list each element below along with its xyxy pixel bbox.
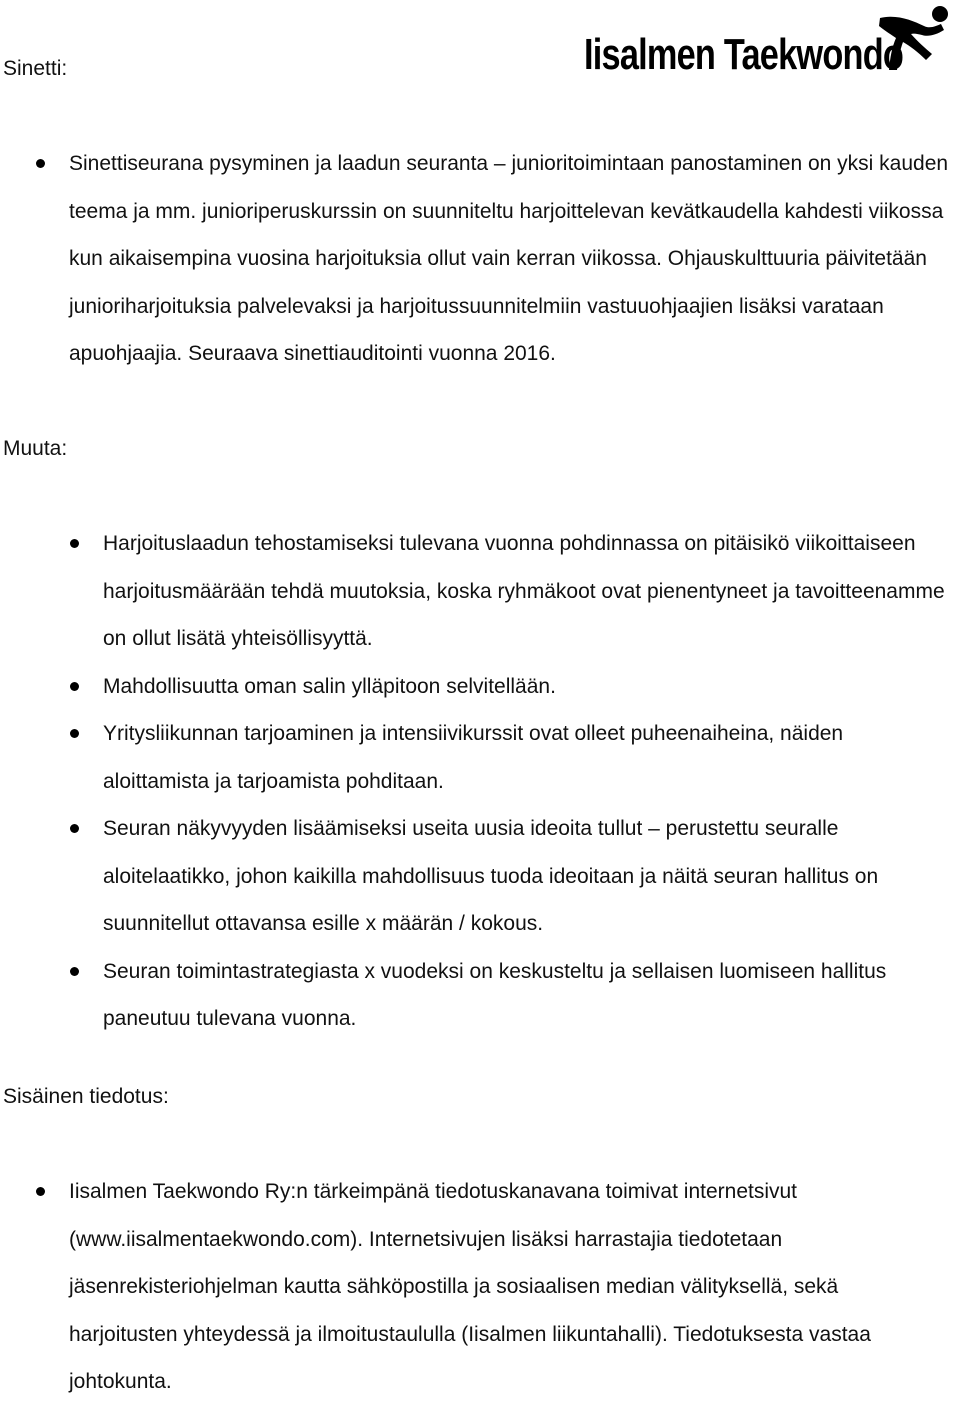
section-title-sinetti: Sinetti: <box>3 57 68 80</box>
bullet-icon <box>70 824 79 833</box>
list-item-text: Iisalmen Taekwondo Ry:n tärkeimpänä tiedotuskanavana toimivat internetsivut (www.iisalmentaekwondo.com). Internetsivujen lisäksi harrastajia tiedotetaan jäsenrekisteriohjelman kautta sähköpostilla ja sosiaalisen median välityksellä, sekä harjoitusten yhteydessä ja ilmoitustaululla (Iisalmen liikuntahalli). Tiedotuksesta vastaa johtokunta. <box>69 1180 871 1393</box>
list-item-text: Mahdollisuutta oman salin ylläpitoon selvitellään. <box>103 674 556 698</box>
list-item <box>69 140 949 378</box>
bullet-icon <box>70 682 79 691</box>
list-item <box>69 1168 949 1406</box>
logo-text: Iisalmen Taekwondo <box>584 30 904 79</box>
bullet-icon <box>36 1187 45 1196</box>
list-item <box>103 710 953 805</box>
kicking-figure-icon <box>878 4 954 76</box>
list-item-text: Sinettiseurana pysyminen ja laadun seuranta – junioritoimintaan panostaminen on yksi kauden teema ja mm. junioriperuskurssin on suunniteltu harjoittelevan kevätkaudella kahdesti viikossa kun aikaisempina vuosina harjoituksia ollut vain kerran viikossa. Ohjauskulttuuria päivitetään junioriharjoituksia palvelevaksi ja harjoitussuunnitelmiin vastuuohjaajien lisäksi varataan apuohjaajia. Seuraava sinettiauditointi vuonna 2016. <box>69 152 949 365</box>
section-title-sisainen-tiedotus: Sisäinen tiedotus: <box>3 1085 169 1108</box>
tiedotus-list <box>69 1168 949 1406</box>
section-title-muuta: Muuta: <box>3 437 68 460</box>
bullet-icon <box>70 729 79 738</box>
bullet-icon <box>70 539 79 548</box>
sinetti-list <box>69 140 949 378</box>
list-item <box>103 805 953 948</box>
club-logo <box>584 4 954 88</box>
bullet-icon <box>36 159 45 168</box>
list-item <box>103 948 953 1043</box>
bullet-icon <box>70 967 79 976</box>
list-item-text: Seuran näkyvyyden lisäämiseksi useita uusia ideoita tullut – perustettu seuralle aloitelaatikko, johon kaikilla mahdollisuus tuoda ideoitaan ja näitä seuran hallitus on suunnitellut ottavansa esille x määrän / kokous. <box>103 817 879 935</box>
list-item <box>103 520 953 663</box>
list-item-text: Seuran toimintastrategiasta x vuodeksi on keskusteltu ja sellaisen luomiseen hallitus paneutuu tulevana vuonna. <box>103 959 887 1030</box>
list-item-text: Yritysliikunnan tarjoaminen ja intensiivikurssit ovat olleet puheenaiheina, näiden aloittamista ja tarjoamista pohditaan. <box>103 722 844 793</box>
list-item <box>103 663 953 711</box>
list-item-text: Harjoituslaadun tehostamiseksi tulevana vuonna pohdinnassa on pitäisikö viikoittaiseen harjoitusmäärään tehdä muutoksia, koska ryhmäkoot ovat pienentyneet ja tavoitteenamme on ollut lisätä yhteisöllisyyttä. <box>103 532 945 650</box>
muuta-list <box>103 520 953 1043</box>
